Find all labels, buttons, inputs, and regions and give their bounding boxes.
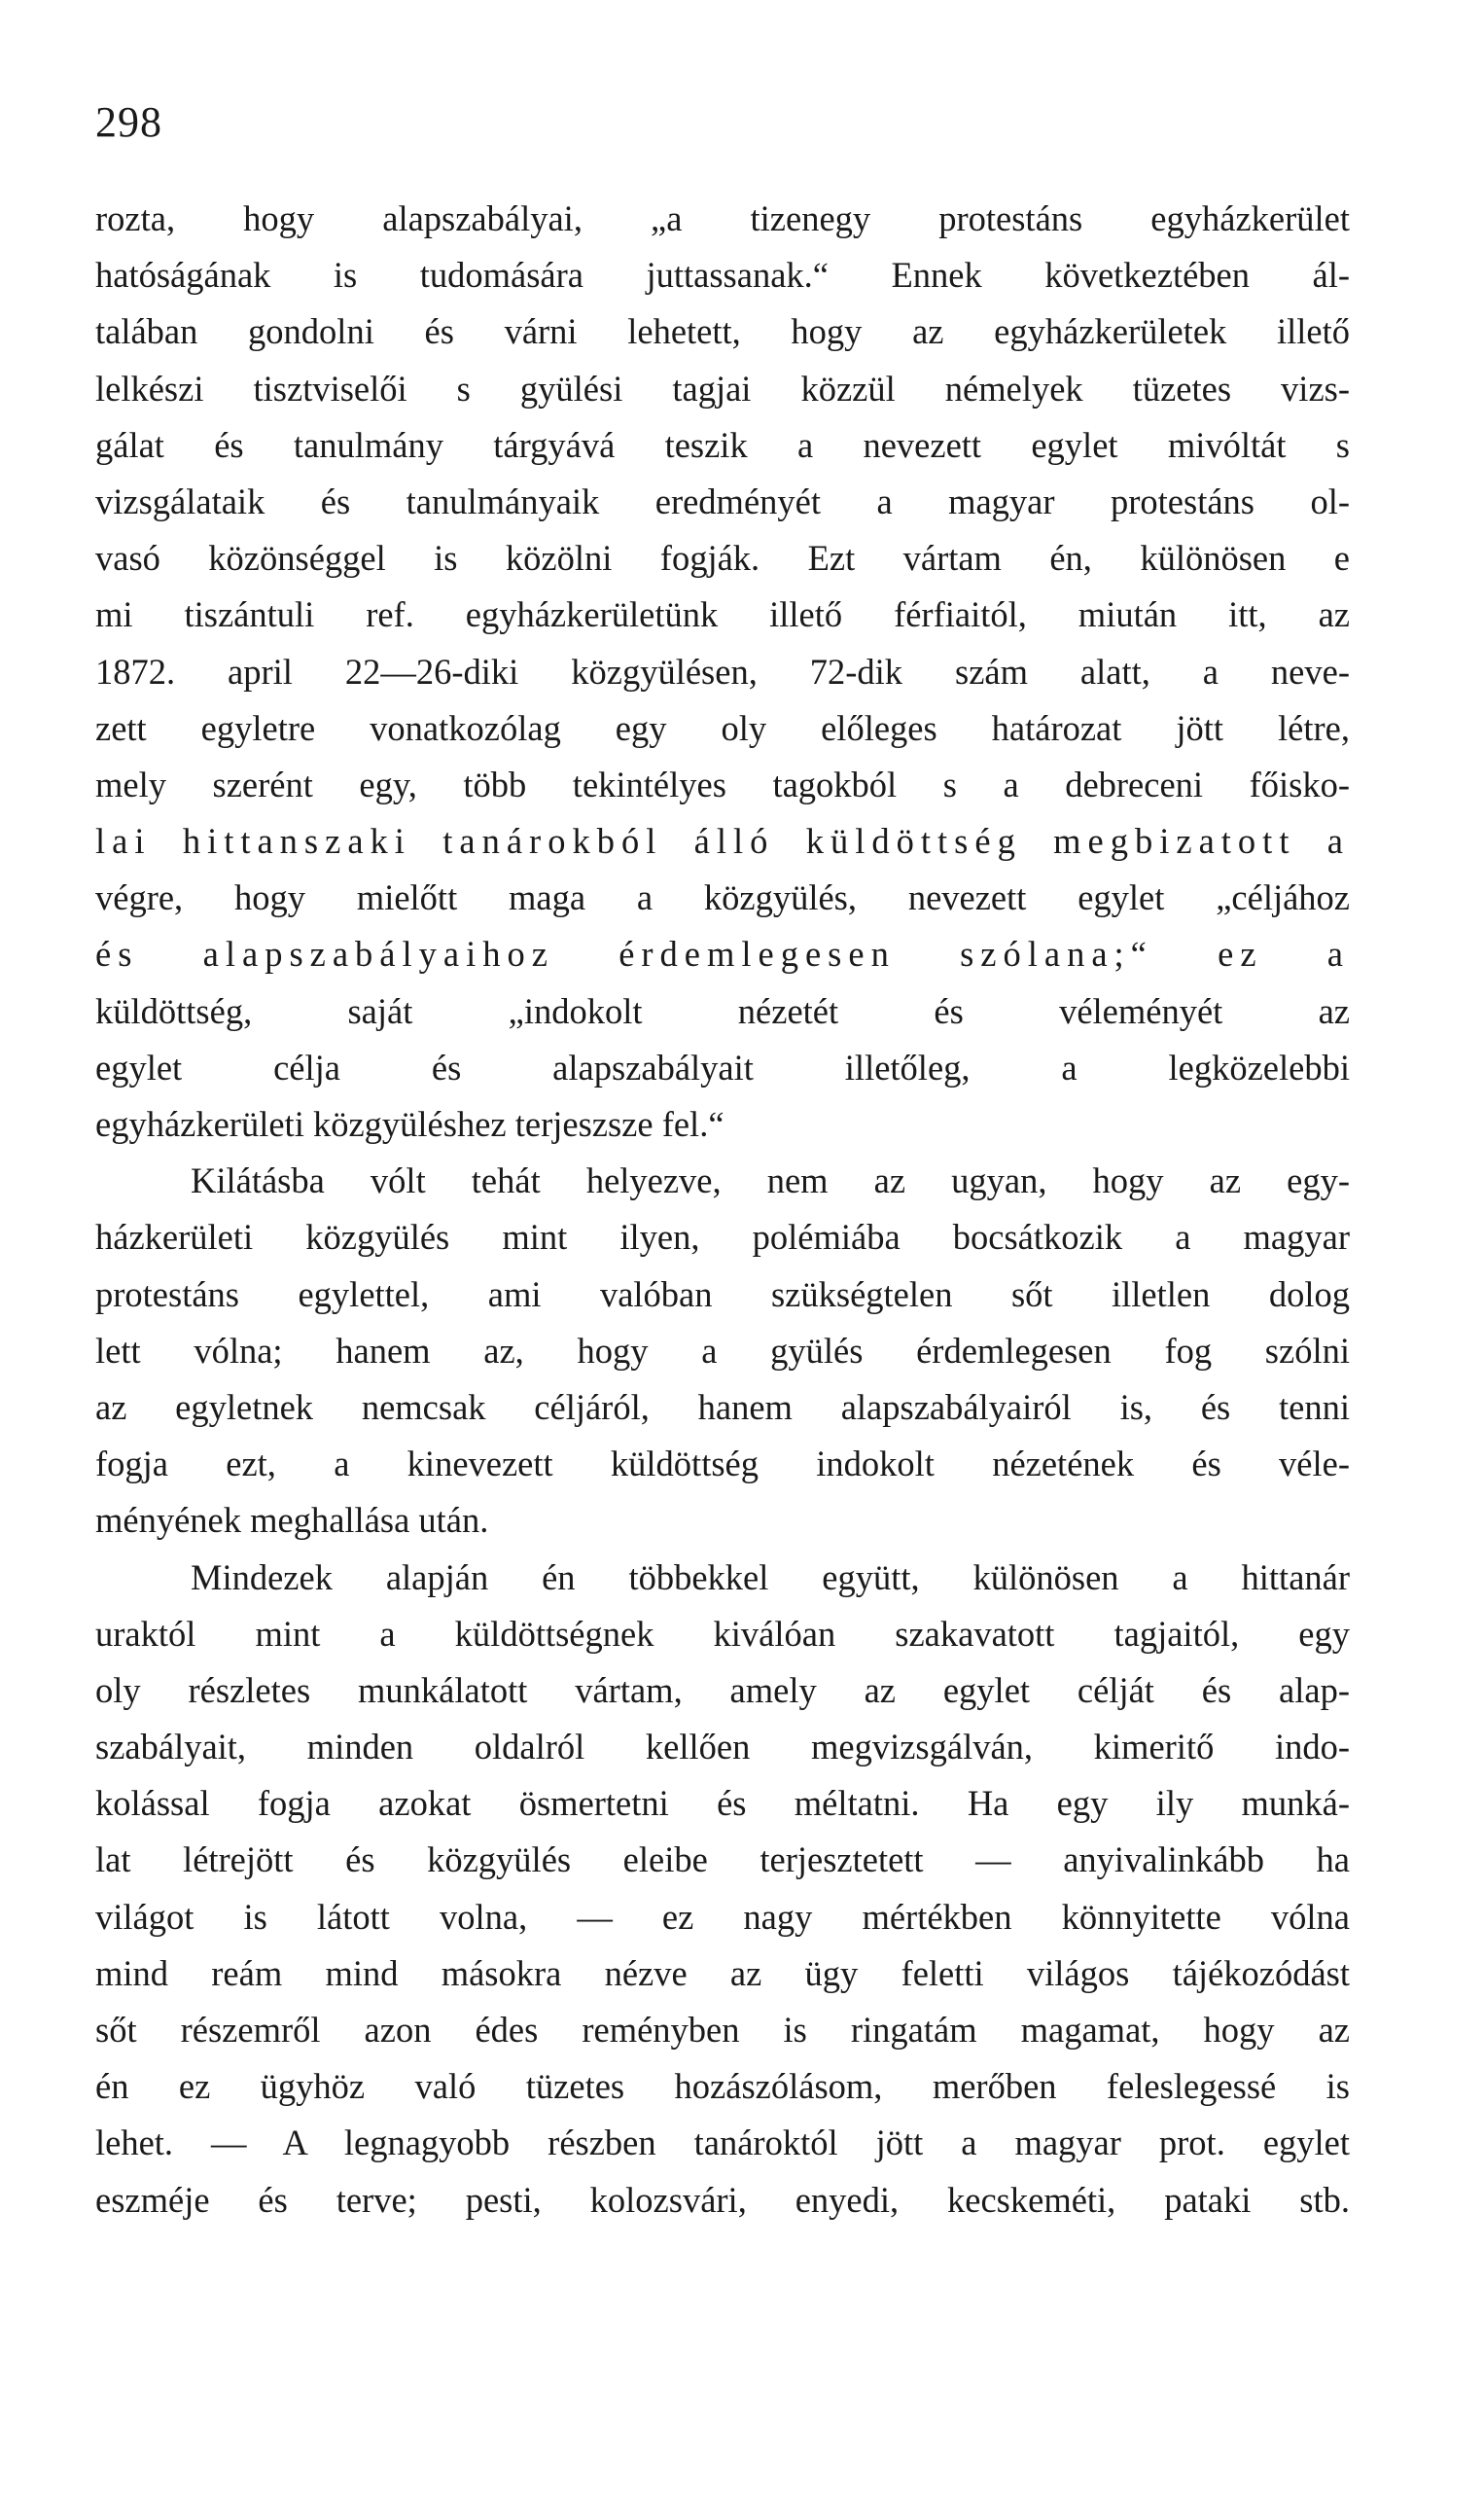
text-line: egyházkerületi közgyüléshez terjeszsze fel.“ bbox=[95, 1104, 724, 1144]
text-line: gálat és tanulmány tárgyává teszik a nevezett egylet mivóltát s bbox=[95, 424, 1350, 465]
text-line: mi tiszántuli ref. egyházkerületünk illető férfiaitól, miután itt, az bbox=[95, 594, 1350, 635]
text-line: szabályait, minden oldalról kellően megvizsgálván, kimeritő indo- bbox=[95, 1727, 1350, 1767]
text-line: egylet célja és alapszabályait illetőleg, a legközelebbi bbox=[95, 1047, 1350, 1088]
text-line: uraktól mint a küldöttségnek kiválóan szakavatott tagjaitól, egy bbox=[95, 1613, 1350, 1654]
text-line: ményének meghallása után. bbox=[95, 1500, 489, 1541]
text-line: mind reám mind másokra nézve az ügy feletti világos tájékozódást bbox=[95, 1952, 1350, 1993]
text-line: vizsgálataik és tanulmányaik eredményét a magyar protestáns ol- bbox=[95, 481, 1350, 521]
text-line: az egyletnek nemcsak céljáról, hanem alapszabályairól is, és tenni bbox=[95, 1386, 1350, 1427]
text-line: világot is látott volna, — ez nagy mértékben könnyitette vólna bbox=[95, 1896, 1350, 1937]
text-line: Mindezek alapján én többekkel együtt, különösen a hittanár bbox=[191, 1556, 1350, 1597]
text-line: oly részletes munkálatott vártam, amely az egylet célját és alap- bbox=[95, 1669, 1350, 1710]
text-line: vasó közönséggel is közölni fogják. Ezt vártam én, különösen e bbox=[95, 538, 1350, 579]
text-line: sőt részemről azon édes reményben is ringatám magamat, hogy az bbox=[95, 2010, 1350, 2050]
text-line: zett egyletre vonatkozólag egy oly előleges határozat jött létre, bbox=[95, 707, 1350, 748]
text-line: végre, hogy mielőtt maga a közgyülés, nevezett egylet „céljához bbox=[95, 877, 1350, 918]
text-line: lai hittanszaki tanárokból álló küldöttség megbizatott a bbox=[95, 821, 1350, 862]
text-line: talában gondolni és várni lehetett, hogy az egyházkerületek illető bbox=[95, 311, 1350, 352]
text-line: Kilátásba vólt tehát helyezve, nem az ugyan, hogy az egy- bbox=[191, 1160, 1350, 1201]
text-line: én ez ügyhöz való tüzetes hozászólásom, merőben feleslegessé is bbox=[95, 2066, 1350, 2107]
paragraph-3 bbox=[95, 1550, 1350, 2229]
paragraph-2 bbox=[95, 1153, 1350, 1549]
text-line: lat létrejött és közgyülés eleibe terjesztetett — anyivalinkább ha bbox=[95, 1839, 1350, 1880]
text-line: mely szerént egy, több tekintélyes tagokból s a debreceni főisko- bbox=[95, 764, 1350, 804]
text-line: fogja ezt, a kinevezett küldöttség indokolt nézetének és véle- bbox=[95, 1444, 1350, 1484]
text-line: rozta, hogy alapszabályai, „a tizenegy protestáns egyházkerület bbox=[95, 198, 1350, 238]
text-line: és alapszabályaihoz érdemlegesen szólana;“ ez a bbox=[95, 934, 1350, 975]
text-line: küldöttség, saját „indokolt nézetét és véleményét az bbox=[95, 990, 1350, 1031]
paragraph-1 bbox=[95, 191, 1350, 1153]
text-line: lett vólna; hanem az, hogy a gyülés érdemlegesen fog szólni bbox=[95, 1330, 1350, 1371]
text-line: lelkészi tisztviselői s gyülési tagjai közzül némelyek tüzetes vizs- bbox=[95, 368, 1350, 409]
text-line: 1872. april 22—26-diki közgyülésen, 72-dik szám alatt, a neve- bbox=[95, 651, 1350, 692]
text-line: eszméje és terve; pesti, kolozsvári, enyedi, kecskeméti, pataki stb. bbox=[95, 2179, 1350, 2220]
text-line: protestáns egylettel, ami valóban szükségtelen sőt illetlen dolog bbox=[95, 1273, 1350, 1314]
text-line: kolással fogja azokat ösmertetni és méltatni. Ha egy ily munká- bbox=[95, 1783, 1350, 1824]
body-text bbox=[95, 191, 1350, 2229]
page-number: 298 bbox=[95, 98, 162, 146]
text-line: lehet. — A legnagyobb részben tanároktól jött a magyar prot. egylet bbox=[95, 2123, 1350, 2163]
text-line: hatóságának is tudomására juttassanak.“ Ennek következtében ál- bbox=[95, 255, 1350, 296]
text-line: házkerületi közgyülés mint ilyen, polémiába bocsátkozik a magyar bbox=[95, 1217, 1350, 1258]
